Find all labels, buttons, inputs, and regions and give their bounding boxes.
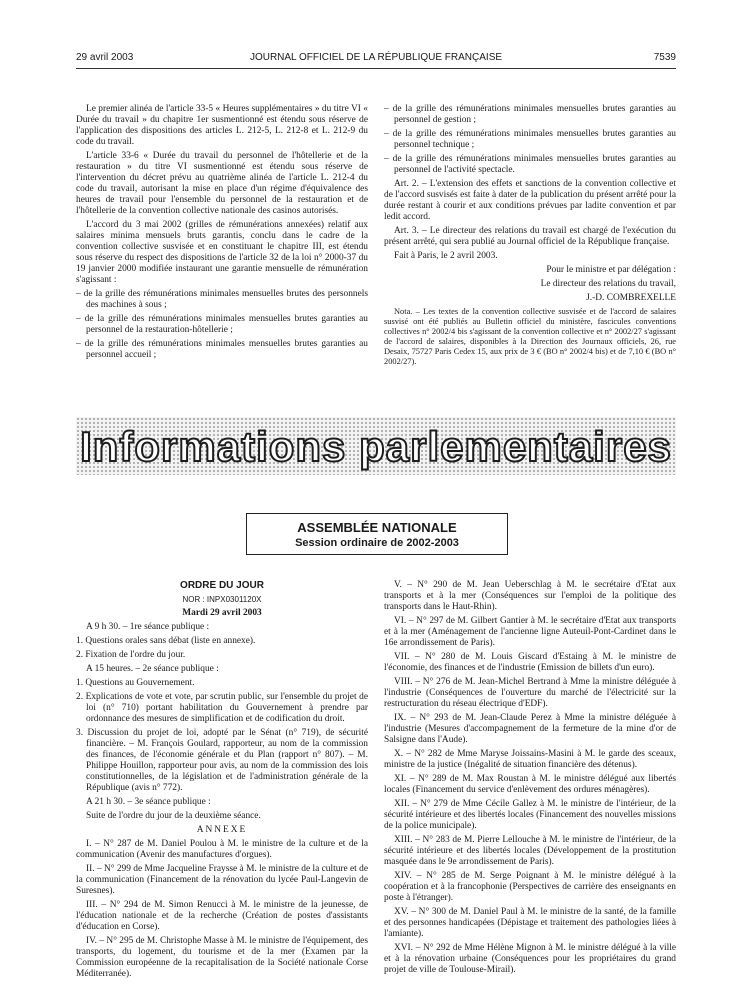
- paragraph: IV. – N° 295 de M. Christophe Masse à M. le ministre de l'équipement, des transports, du logement, du tourisme et de la mer (Examen par la Commission européenne de la recapitalisation de la Société nationale Corse Méditerranée).: [76, 936, 368, 979]
- paragraph: I. – N° 287 de M. Daniel Poulou à M. le ministre de la culture et de la communication (Avenir des manufactures d'orgues).: [76, 839, 368, 860]
- right-column-bottom: [384, 580, 676, 979]
- assembly-box: [246, 513, 508, 555]
- paragraph: L'accord du 3 mai 2002 (grilles de rémunérations annexées) relatif aux salaires minima mensuels bruts garantis, conclu dans le cadre de la convention collective susvisée et en constituant le chapitre III, est étendu sous réserve du respect des dispositions de l'article 32 de la loi n° 2000-37 du 19 janvier 2000 modifiée instaurant une garantie mensuelle de rémunération s'agissant :: [76, 220, 368, 285]
- paragraph: 1. Questions au Gouvernement.: [76, 678, 195, 688]
- paragraph: NOR : INPX0301120X: [182, 595, 262, 604]
- paragraph: V. – N° 290 de M. Jean Ueberschlag à M. le secrétaire d'Etat aux transports et à la mer (Conséquences sur l'emploi de la politique des transports dans le Haut-Rhin).: [384, 580, 676, 612]
- paragraph: II. – N° 299 de Mme Jacqueline Fraysse à M. le ministre de la culture et de la communication (Financement de la rénovation du lycée Paul-Langevin de Suresnes).: [76, 864, 368, 896]
- paragraph: J.-D. COMBREXELLE: [586, 293, 676, 303]
- paragraph: Fait à Paris, le 2 avril 2003.: [394, 251, 498, 261]
- paragraph: Le directeur des relations du travail,: [540, 279, 676, 289]
- paragraph: Art. 3. – Le directeur des relations du travail est chargé de l'exécution du présent arrêté, qui sera publié au Journal officiel de la République française.: [384, 226, 676, 247]
- paragraph: IX. – N° 293 de M. Jean-Claude Perez à Mme la ministre déléguée à l'industrie (Mesures d'accompagnement de la fermeture de la mine d'or de Salsigne dans l'Aude).: [384, 713, 676, 745]
- paragraph: ORDRE DU JOUR: [180, 580, 264, 591]
- paragraph: Le premier alinéa de l'article 33-5 « Heures supplémentaires » du titre VI « Durée du travail » du chapitre 1er susmentionné est étendu sous réserve de l'application des dispositions des articles L. 212-5, L. 212-8 et L. 212-9 du code du travail.: [76, 104, 368, 147]
- paragraph: 2. Fixation de l'ordre du jour.: [76, 650, 186, 660]
- paragraph: L'article 33-6 « Durée du travail du personnel de l'hôtellerie et de la restauration » du titre VI susmentionné est étendu sous réserve de l'intervention du décret prévu au quatrième alinéa de l'article L. 212-4 du code du travail, autorisant la mise en place d'un régime d'équivalence des heures de travail pour l'ensemble du personnel de la restauration et de l'hôtellerie de la convention collective nationale des casinos autorisés.: [76, 151, 368, 216]
- session-subtitle: Session ordinaire de 2002-2003: [295, 537, 459, 549]
- paragraph: – de la grille des rémunérations minimales mensuelles brutes des personnels des machines à sous ;: [76, 289, 368, 310]
- paragraph: 2. Explications de vote et vote, par scrutin public, sur l'ensemble du projet de loi (n° 710) portant habilitation du Gouvernement à prendre par ordonnance des mesures de simplification et de codification du droit.: [76, 692, 368, 724]
- assembly-title: ASSEMBLÉE NATIONALE: [297, 520, 457, 535]
- paragraph: – de la grille des rémunérations minimales mensuelles brutes garanties au personnel accueil ;: [76, 339, 368, 360]
- paragraph: X. – N° 282 de Mme Maryse Joissains-Masini à M. le garde des sceaux, ministre de la justice (Inégalité de situation financière des détenus).: [384, 749, 676, 770]
- paragraph: XIV. – N° 285 de M. Serge Poignant à M. le ministre délégué à la coopération et à la francophonie (Perspectives de carrière des enseignants en poste à l'étranger).: [384, 871, 676, 903]
- paragraph: VII. – N° 280 de M. Louis Giscard d'Estaing à M. le ministre de l'économie, des finances et de l'industrie (Emission de billets d'un euro).: [384, 652, 676, 673]
- paragraph: – de la grille des rémunérations minimales mensuelles brutes garanties au personnel de gestion ;: [384, 104, 676, 125]
- header-page-number: 7539: [653, 52, 676, 63]
- paragraph: XV. – N° 300 de M. Daniel Paul à M. le ministre de la santé, de la famille et des personnes handicapées (Dépistage et traitement des pathologies liées à l'amiante).: [384, 907, 676, 939]
- section-banner: [76, 417, 676, 475]
- page-header: [76, 52, 676, 66]
- paragraph: A 9 h 30. – 1re séance publique :: [86, 622, 210, 632]
- paragraph: Nota. – Les textes de la convention collective susvisée et de l'accord de salaires susvisé ont été publiés au Bulletin officiel du ministère, fascicules conventions collectives n° 2002/4 bis s'agissant de la convention collective et n° 2002/27 s'agissant de l'accord de salaires, disponibles à la Direction des Journaux officiels, 26, rue Desaix, 75727 Paris Cedex 15, aux prix de 3 € (BO n° 2002/4 bis) et de 7,10 € (BO n° 2002/27).: [384, 307, 676, 366]
- paragraph: A 21 h 30. – 3e séance publique :: [86, 797, 211, 807]
- paragraph: XVI. – N° 292 de Mme Hélène Mignon à M. le ministre délégué à la ville et à la rénovation urbaine (Conséquences pour les propriétaires du grand projet de ville de Toulouse-Mirail).: [384, 943, 676, 975]
- banner-title: Informations parlementaires: [80, 423, 672, 470]
- left-column-top: [76, 104, 368, 364]
- paragraph: Art. 2. – L'extension des effets et sanctions de la convention collective et de l'accord susvisés est faite à dater de la publication du présent arrêté pour la durée restant à courir et aux conditions prévues par ladite convention et par ledit accord.: [384, 179, 676, 222]
- paragraph: VIII. – N° 276 de M. Jean-Michel Bertrand à Mme la ministre déléguée à l'industrie (Conséquences de l'ouverture du marché de l'électricité sur la restructuration du réseau électrique d'EDF).: [384, 677, 676, 709]
- paragraph: A 15 heures. – 2e séance publique :: [86, 664, 219, 674]
- header-journal-title: JOURNAL OFFICIEL DE LA RÉPUBLIQUE FRANÇAISE: [249, 52, 503, 63]
- left-column-bottom: [76, 580, 368, 983]
- paragraph: VI. – N° 297 de M. Gilbert Gantier à M. le secrétaire d'Etat aux transports et à la mer (Aménagement de l'ancienne ligne Auteuil-Pont-Cardinet dans le 16e arrondissement de Paris).: [384, 616, 676, 648]
- paragraph: – de la grille des rémunérations minimales mensuelles brutes garanties au personnel technique ;: [384, 129, 676, 150]
- paragraph: 3. Discussion du projet de loi, adopté par le Sénat (n° 719), de sécurité financière. – M. François Goulard, rapporteur, au nom de la commission des finances, de l'économie générale et du Plan (rapport n° 807). – M. Philippe Houillon, rapporteur pour avis, au nom de la commission des lois constitutionnelles, de la législation et de l'administration générale de la République (avis n° 772).: [76, 728, 368, 793]
- paragraph: XII. – N° 279 de Mme Cécile Gallez à M. le ministre de l'intérieur, de la sécurité intérieure et des libertés locales (Financement des nouvelles missions de la police municipale).: [384, 799, 676, 831]
- paragraph: – de la grille des rémunérations minimales mensuelles brutes garanties au personnel de l'activité spectacle.: [384, 154, 676, 175]
- paragraph: Mardi 29 avril 2003: [182, 608, 262, 618]
- paragraph: 1. Questions orales sans débat (liste en annexe).: [76, 636, 256, 646]
- header-rule: [76, 68, 676, 69]
- paragraph: Pour le ministre et par délégation :: [546, 265, 676, 275]
- paragraph: ANNEXE: [196, 825, 248, 835]
- paragraph: III. – N° 294 de M. Simon Renucci à M. le ministre de la jeunesse, de l'éducation nationale et de la recherche (Création de postes d'assistants d'éducation en Corse).: [76, 900, 368, 932]
- paragraph: Suite de l'ordre du jour de la deuxième séance.: [86, 811, 261, 821]
- paragraph: – de la grille des rémunérations minimales mensuelles brutes garanties au personnel de la restauration-hôtellerie ;: [76, 314, 368, 335]
- right-column-top: [384, 104, 676, 370]
- header-date: 29 avril 2003: [76, 52, 134, 63]
- paragraph: XIII. – N° 283 de M. Pierre Lellouche à M. le ministre de l'intérieur, de la sécurité intérieure et des libertés locales (Développement de la prostitution masquée dans le 9e arrondissement de Paris).: [384, 835, 676, 867]
- paragraph: XI. – N° 289 de M. Max Roustan à M. le ministre délégué aux libertés locales (Financement du service d'enlèvement des ordures ménagères).: [384, 774, 676, 795]
